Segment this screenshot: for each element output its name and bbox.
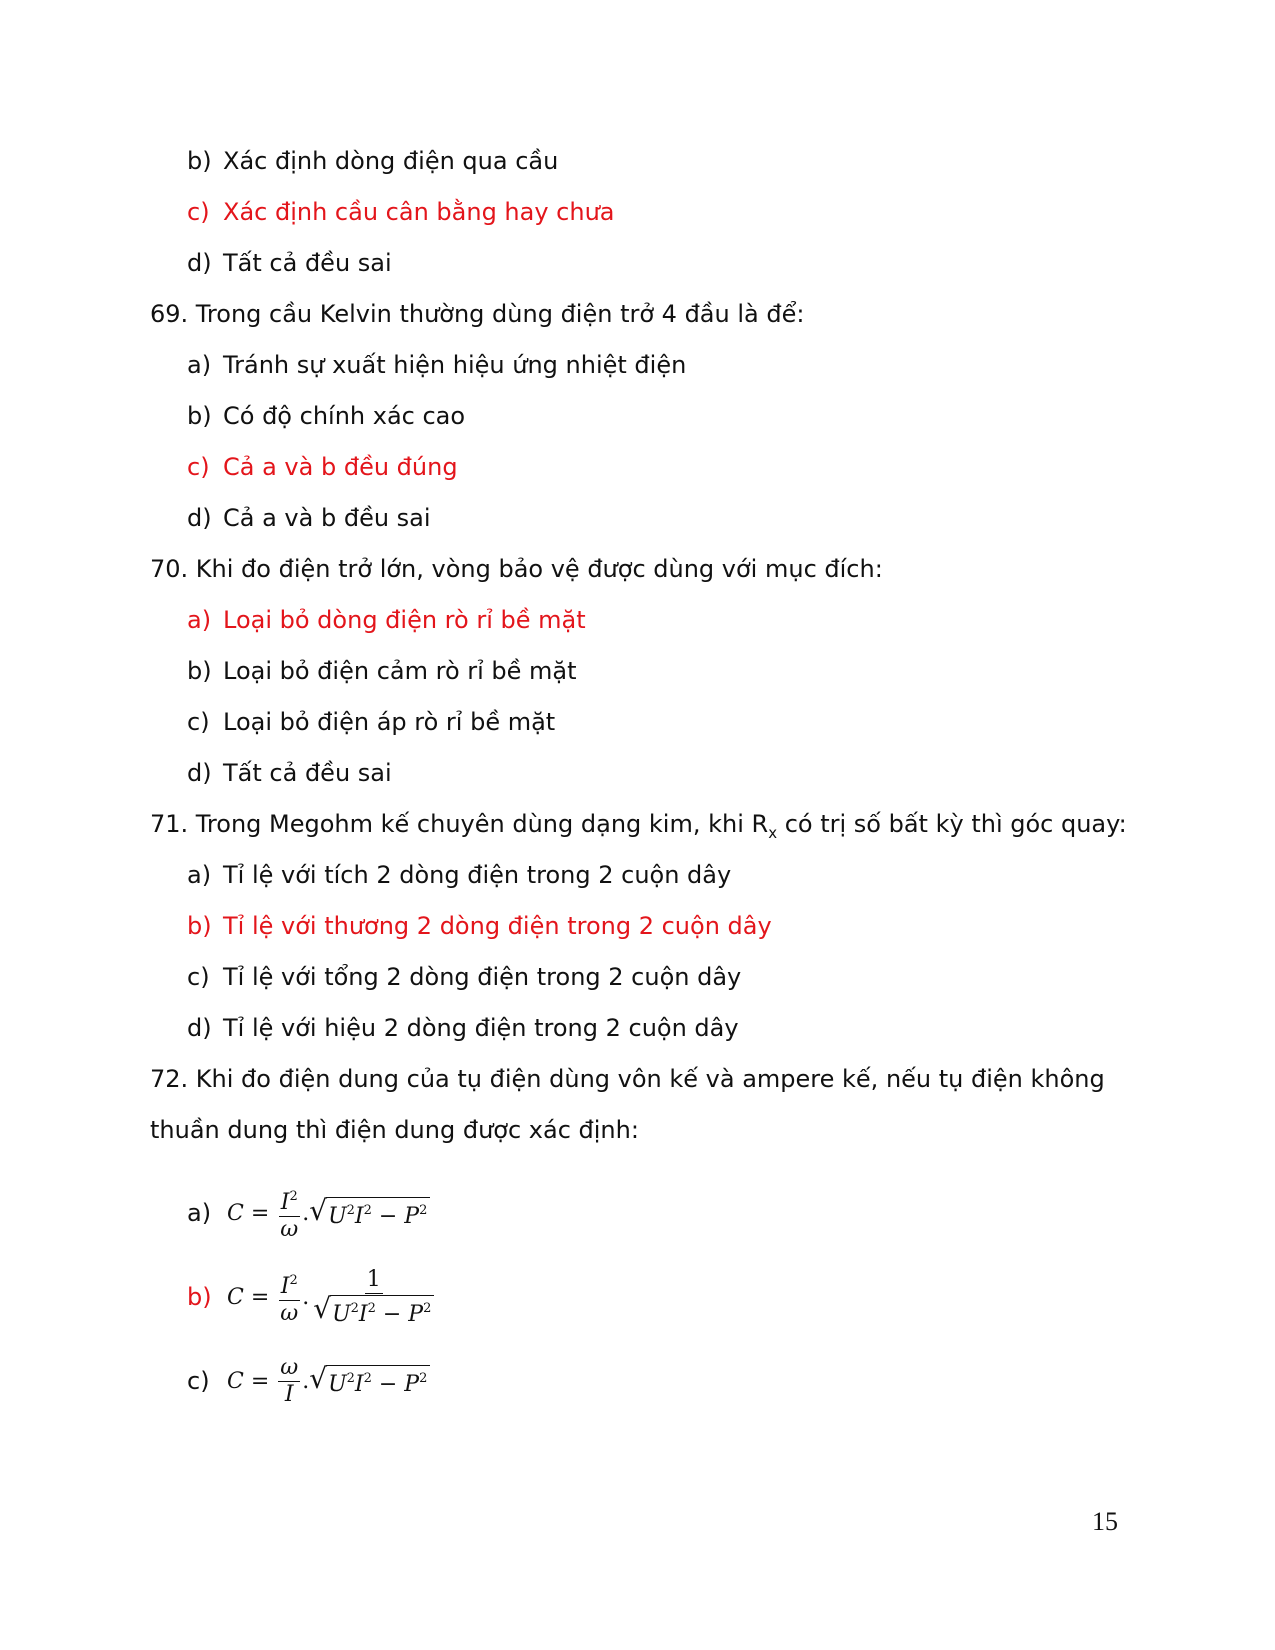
option-71-c	[187, 962, 741, 992]
option-70-b	[187, 656, 577, 686]
option-text: Tránh sự xuất hiện hiệu ứng nhiệt điện	[223, 351, 687, 379]
question-71	[150, 809, 1127, 848]
option-label: a)	[187, 1199, 212, 1227]
formula-c: C = $\frac{\omega}{I}$ . √ $U^2I^2 - P^2$	[227, 1356, 430, 1407]
option-71-b-correct	[187, 911, 772, 941]
option-label: c)	[187, 198, 210, 226]
option-70-d	[187, 758, 392, 788]
question-69: 69. Trong cầu Kelvin thường dùng điện trở 4 đầu là để:	[150, 300, 805, 328]
option-70-a-correct	[187, 605, 586, 635]
option-label: d)	[187, 249, 212, 277]
option-69-b	[187, 401, 465, 431]
option-label: b)	[187, 402, 212, 430]
option-69-a	[187, 350, 686, 380]
question-72-line-1: 72. Khi đo điện dung của tụ điện dùng vôn kế và ampere kế, nếu tụ điện không	[150, 1065, 1105, 1093]
option-label: b)	[187, 657, 212, 685]
option-68-c-correct	[187, 197, 615, 227]
option-text: Xác định cầu cân bằng hay chưa	[223, 198, 615, 226]
option-text: Xác định dòng điện qua cầu	[223, 147, 559, 175]
option-72-b-correct	[187, 1262, 438, 1332]
question-text-start: 71. Trong Megohm kế chuyên dùng dạng kim, khi R	[150, 810, 769, 838]
option-label: c)	[187, 963, 210, 991]
option-text: Có độ chính xác cao	[223, 402, 466, 430]
option-label: a)	[187, 351, 212, 379]
option-70-c	[187, 707, 555, 737]
option-72-c	[187, 1346, 430, 1416]
option-69-c-correct	[187, 452, 458, 482]
option-label: a)	[187, 861, 212, 889]
option-72-a	[187, 1178, 430, 1248]
option-71-a	[187, 860, 731, 890]
option-68-b	[187, 146, 558, 176]
option-text: Tỉ lệ với tích 2 dòng điện trong 2 cuộn dây	[223, 861, 732, 889]
option-label: d)	[187, 759, 212, 787]
option-label: b)	[187, 1283, 212, 1311]
page-number: 15	[1092, 1507, 1118, 1536]
option-text: Tất cả đều sai	[223, 249, 392, 277]
option-label: d)	[187, 1014, 212, 1042]
option-text: Loại bỏ dòng điện rò rỉ bề mặt	[223, 606, 586, 634]
formula-b: C = $\frac{I^2}{\omega}$ . 1 √ $U^2I^2 - P^2$	[227, 1268, 438, 1327]
option-label: c)	[187, 453, 210, 481]
option-text: Tất cả đều sai	[223, 759, 392, 787]
option-text: Cả a và b đều sai	[223, 504, 431, 532]
option-label: a)	[187, 606, 212, 634]
option-label: d)	[187, 504, 212, 532]
option-label: b)	[187, 912, 212, 940]
option-69-d	[187, 503, 431, 533]
option-71-d	[187, 1013, 739, 1043]
question-72-line-2: thuần dung thì điện dung được xác định:	[150, 1116, 639, 1144]
option-text: Loại bỏ điện áp rò rỉ bề mặt	[223, 708, 556, 736]
option-text: Cả a và b đều đúng	[223, 453, 458, 481]
question-text-end: có trị số bất kỳ thì góc quay:	[777, 810, 1127, 838]
option-label: c)	[187, 1367, 210, 1395]
option-text: Tỉ lệ với hiệu 2 dòng điện trong 2 cuộn dây	[223, 1014, 739, 1042]
option-label: c)	[187, 708, 210, 736]
option-text: Tỉ lệ với tổng 2 dòng điện trong 2 cuộn dây	[223, 963, 742, 991]
question-70: 70. Khi đo điện trở lớn, vòng bảo vệ được dùng với mục đích:	[150, 555, 883, 583]
option-label: b)	[187, 147, 212, 175]
option-68-d	[187, 248, 392, 278]
formula-a: C = $\frac{I^2}{\omega}$ . √ $U^2I^2 - P^2$	[227, 1185, 430, 1242]
option-text: Tỉ lệ với thương 2 dòng điện trong 2 cuộn dây	[223, 912, 772, 940]
subscript: x	[768, 823, 778, 842]
option-text: Loại bỏ điện cảm rò rỉ bề mặt	[223, 657, 577, 685]
